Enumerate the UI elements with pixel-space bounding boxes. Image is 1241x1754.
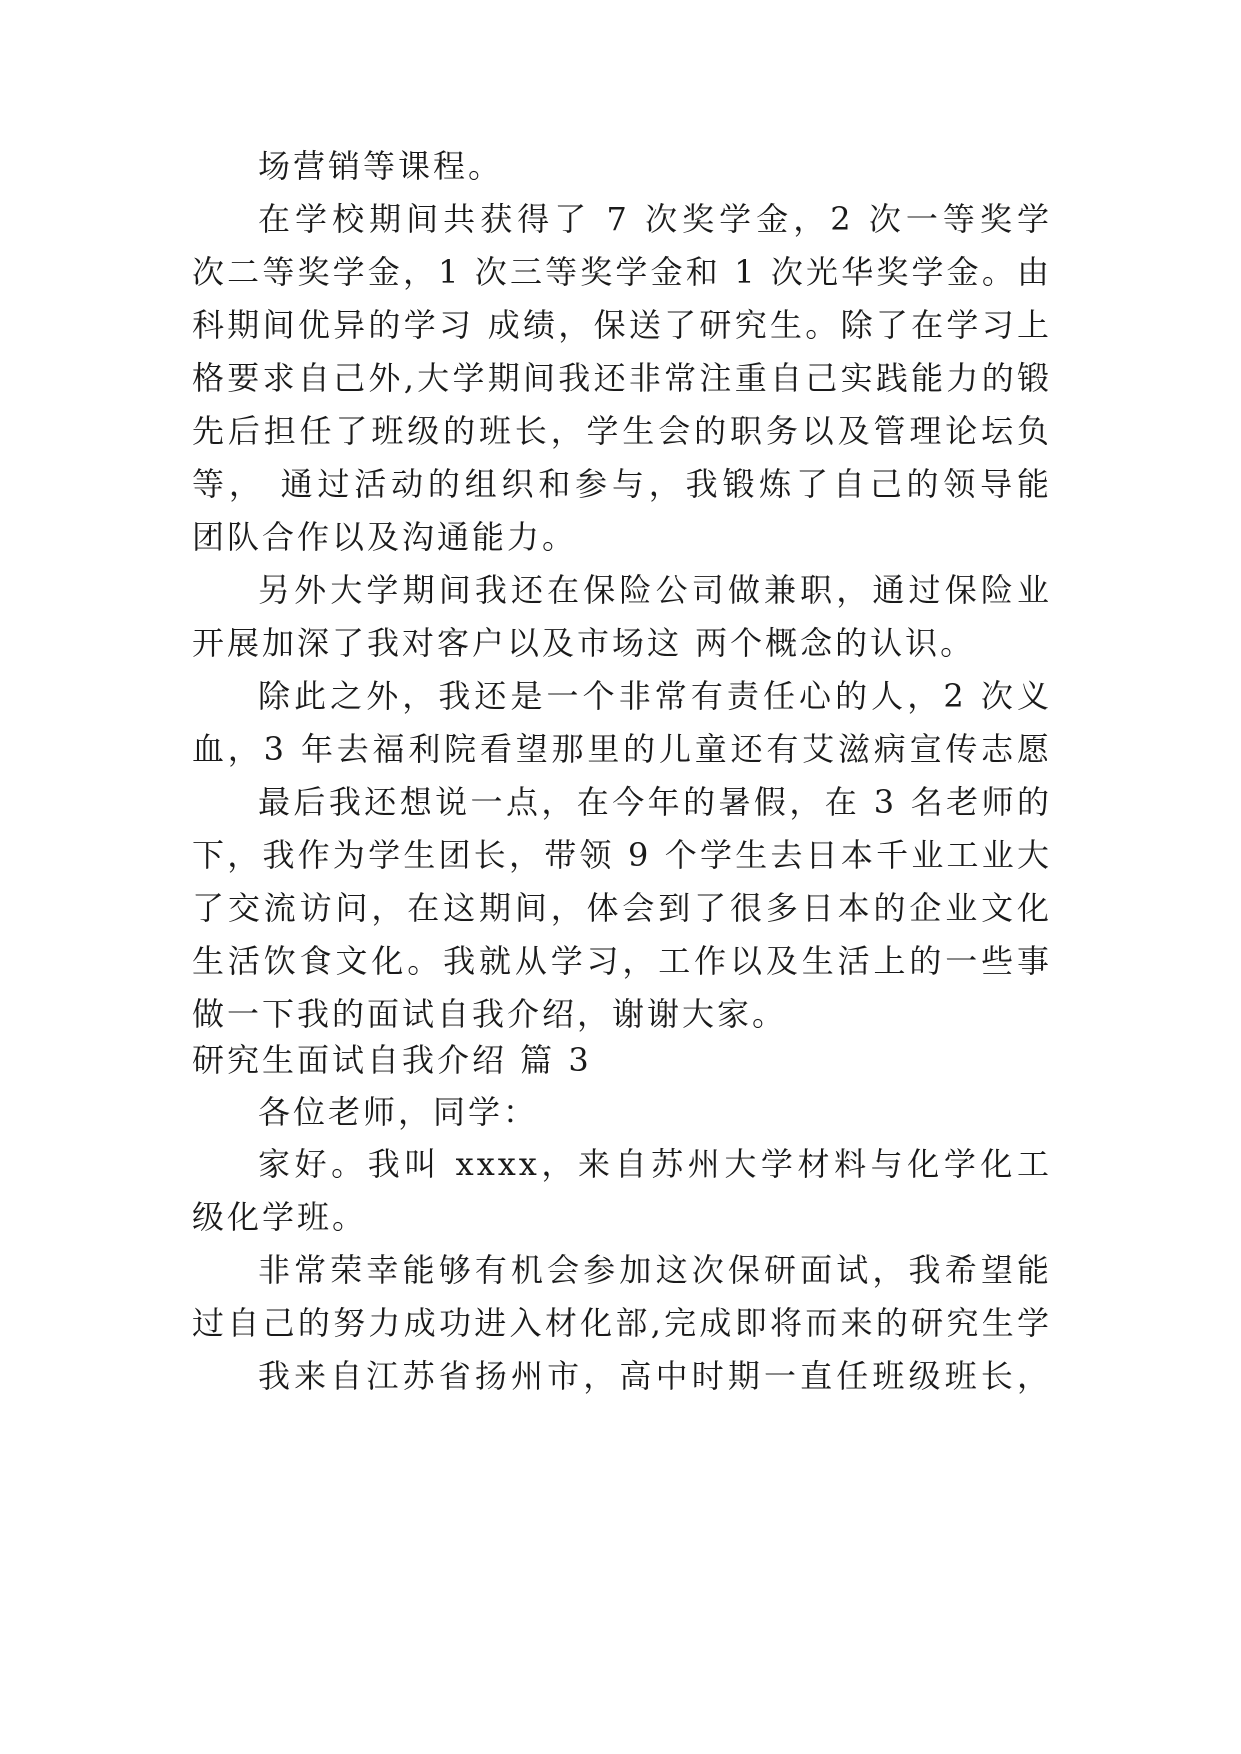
text-line: 开展加深了我对客户以及市场这 两个概念的认识。 — [192, 624, 976, 662]
text-line: 做一下我的面试自我介绍，谢谢大家。 — [192, 995, 788, 1033]
text-line: 另外大学期间我还在保险公司做兼职，通过保险业 — [258, 571, 1052, 609]
text-line: 生活饮食文化。我就从学习，工作以及生活上的一些事 — [192, 942, 1052, 980]
text-line: 级化学班。 — [192, 1198, 368, 1236]
text-line: 等， 通过活动的组织和参与，我锻炼了自己的领导能 — [192, 465, 1052, 503]
text-line: 我来自江苏省扬州市，高中时期一直任班级班长， — [258, 1357, 1052, 1395]
text-line: 血，3 年去福利院看望那里的儿童还有艾滋病宣传志愿 — [192, 730, 1052, 768]
text-line: 过自己的努力成功进入材化部,完成即将而来的研究生学 — [192, 1304, 1052, 1342]
text-line: 家好。我叫 xxxx，来自苏州大学材料与化学化工 — [258, 1145, 1052, 1183]
text-line: 最后我还想说一点，在今年的暑假，在 3 名老师的 — [258, 783, 1052, 821]
text-line: 除此之外，我还是一个非常有责任心的人，2 次义 — [258, 677, 1052, 715]
text-line: 团队合作以及沟通能力。 — [192, 518, 578, 556]
text-line: 场营销等课程。 — [258, 147, 504, 185]
text-line: 科期间优异的学习 成绩，保送了研究生。除了在学习上 — [192, 306, 1052, 344]
section-heading: 研究生面试自我介绍 篇 3 — [192, 1041, 592, 1079]
text-line: 先后担任了班级的班长，学生会的职务以及管理论坛负 — [192, 412, 1052, 450]
text-line: 次二等奖学金，1 次三等奖学金和 1 次光华奖学金。由 — [192, 253, 1052, 291]
text-line: 了交流访问，在这期间，体会到了很多日本的企业文化 — [192, 889, 1052, 927]
text-line: 非常荣幸能够有机会参加这次保研面试，我希望能 — [258, 1251, 1052, 1289]
text-line: 在学校期间共获得了 7 次奖学金，2 次一等奖学 — [258, 200, 1052, 238]
text-line: 格要求自己外,大学期间我还非常注重自己实践能力的锻 — [192, 359, 1052, 397]
text-line: 下，我作为学生团长，带领 9 个学生去日本千业工业大 — [192, 836, 1052, 874]
text-line: 各位老师，同学： — [258, 1093, 539, 1131]
